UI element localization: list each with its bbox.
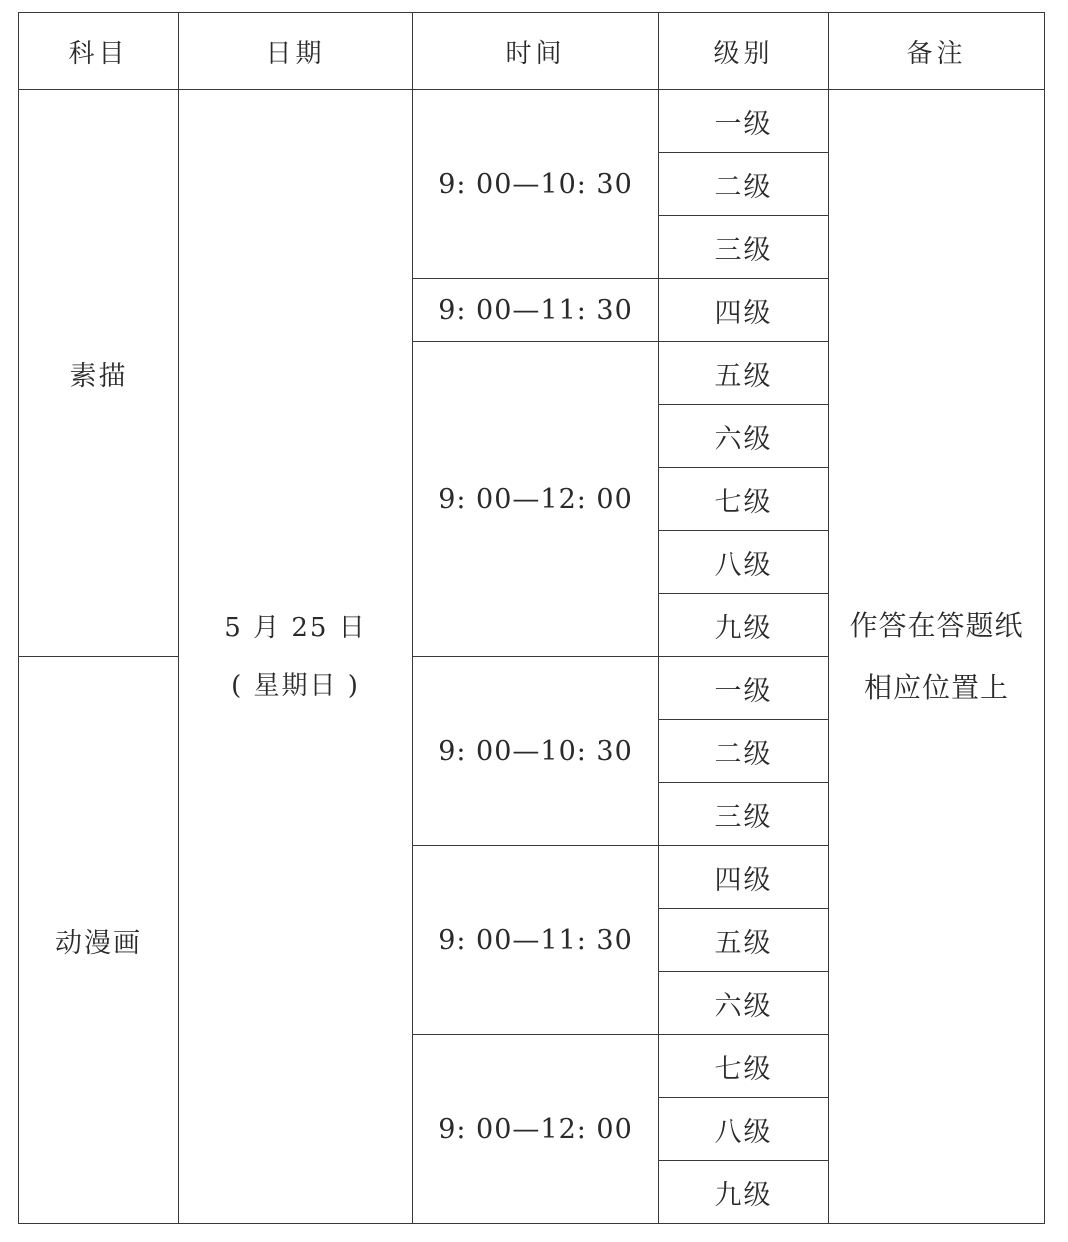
level-cell: 三级 [659,216,829,279]
date-cell [179,90,413,1224]
level-cell: 七级 [659,468,829,531]
header-date: 日期 [179,13,413,90]
level-cell: 五级 [659,342,829,405]
level-cell: 二级 [659,720,829,783]
exam-schedule-table [18,12,1045,1224]
time-cell: 9: 00—10: 30 [413,657,659,846]
time-cell: 9: 00—12: 00 [413,342,659,657]
level-cell: 二级 [659,153,829,216]
weekday-text: ( 星期日 ) [231,670,360,701]
header-time: 时间 [413,13,659,90]
level-cell: 八级 [659,531,829,594]
subject-cell-anime: 动漫画 [19,657,179,1224]
header-level: 级别 [659,13,829,90]
level-cell: 一级 [659,90,829,153]
subject-cell-sketch: 素描 [19,90,179,657]
level-cell: 六级 [659,972,829,1035]
header-note: 备注 [829,13,1045,90]
level-cell: 九级 [659,594,829,657]
level-cell: 七级 [659,1035,829,1098]
note-line-1: 作答在答题纸 [849,608,1024,642]
level-cell: 三级 [659,783,829,846]
table-row [19,90,1045,153]
header-row [19,13,1045,90]
time-cell: 9: 00—10: 30 [413,90,659,279]
level-cell: 九级 [659,1161,829,1224]
level-cell: 一级 [659,657,829,720]
level-cell: 五级 [659,909,829,972]
date-text: 5 月 25 日 [224,612,367,643]
time-cell: 9: 00—12: 00 [413,1035,659,1224]
level-cell: 八级 [659,1098,829,1161]
time-cell: 9: 00—11: 30 [413,846,659,1035]
note-line-2: 相应位置上 [863,670,1009,704]
level-cell: 六级 [659,405,829,468]
header-subject: 科目 [19,13,179,90]
time-cell: 9: 00—11: 30 [413,279,659,342]
level-cell: 四级 [659,279,829,342]
note-cell [829,90,1045,1224]
level-cell: 四级 [659,846,829,909]
